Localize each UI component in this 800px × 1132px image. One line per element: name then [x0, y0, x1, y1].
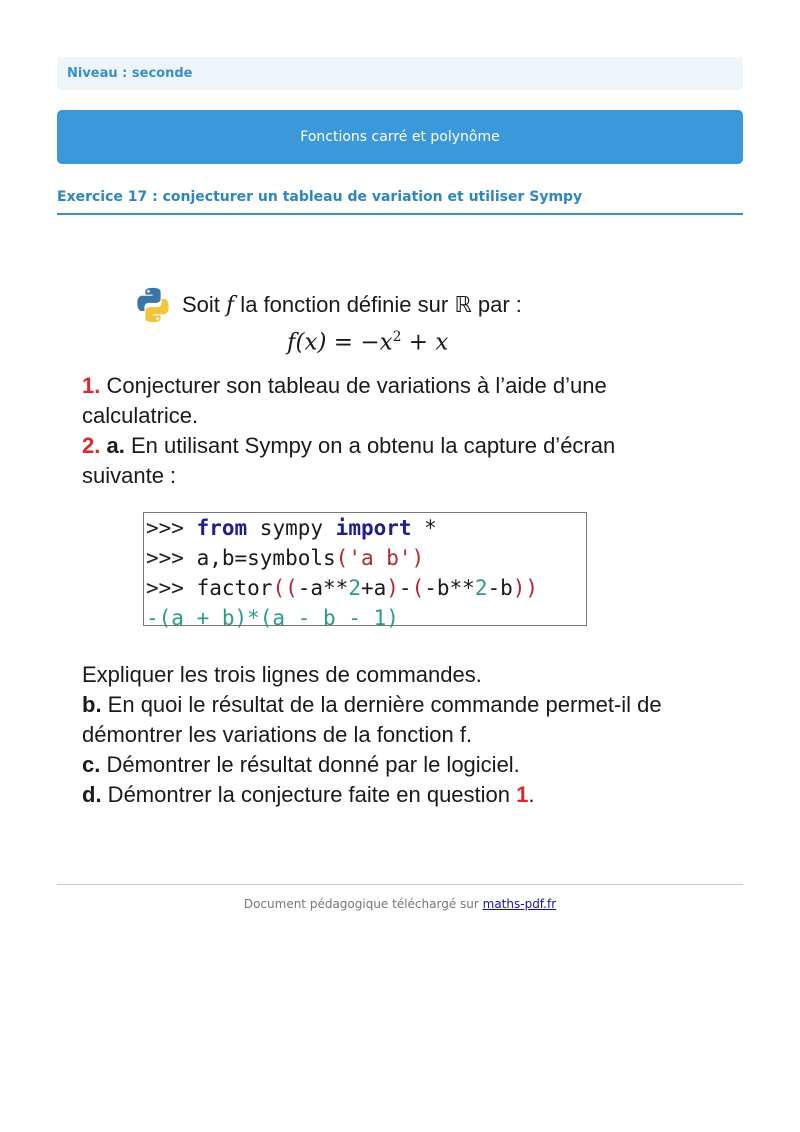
python-logo-icon — [134, 286, 172, 324]
exercise-heading — [57, 186, 743, 215]
function-formula: $f(x) = -x^2 + x$ — [287, 329, 449, 356]
footer-link[interactable]: maths-pdf.fr — [482, 897, 557, 911]
question-2d: d. Démontrer la conjecture faite en question 1. — [82, 782, 535, 807]
code-line-1: >>> from sympy import * — [146, 516, 437, 540]
chapter-title: Fonctions carré et polynôme — [300, 129, 500, 145]
footer — [0, 897, 800, 911]
footer-text: Document pédagogique téléchargé sur — [243, 897, 483, 911]
question-2a: 2. a. En utilisant Sympy on a obtenu la capture d’écran suivante : — [82, 433, 616, 488]
question-2b: b. En quoi le résultat de la dernière commande permet-il de démontrer les variations de la fonction f. — [82, 692, 662, 747]
explain-line: Expliquer les trois lignes de commandes. — [82, 662, 482, 687]
level-box — [57, 57, 743, 90]
level-label: Niveau : seconde — [67, 66, 193, 81]
footer-divider — [57, 884, 743, 885]
code-line-2: >>> a,b=symbols('a b') — [146, 546, 425, 570]
question-2c: c. Démontrer le résultat donné par le logiciel. — [82, 752, 520, 777]
chapter-banner — [57, 110, 743, 164]
intro-line — [134, 285, 522, 325]
code-line-3: >>> factor((-a**2+a)-(-b**2-b)) — [146, 576, 539, 600]
code-output: -(a + b)*(a - b - 1) — [146, 606, 399, 630]
sympy-code-capture — [143, 512, 587, 630]
exercise-title: Exercice 17 : conjecturer un tableau de variation et utiliser Sympy — [57, 189, 583, 205]
question-1: 1. Conjecturer son tableau de variations à l’aide d’une calculatrice. — [82, 373, 607, 428]
intro-text: Soit f la fonction définie sur ℝ par : — [182, 292, 522, 318]
